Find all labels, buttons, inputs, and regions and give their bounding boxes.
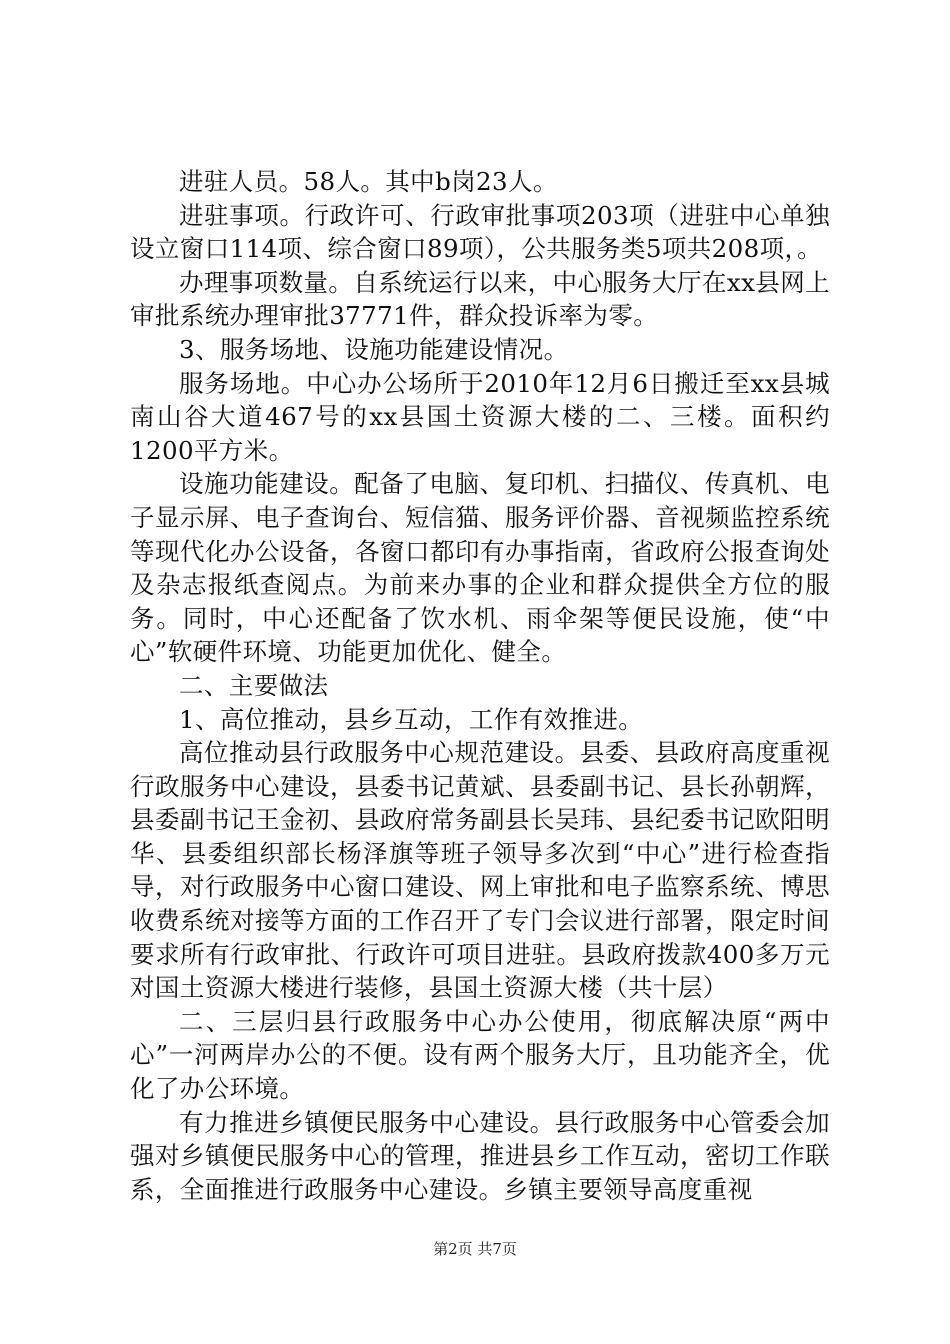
paragraph-volume: 办理事项数量。自系统运行以来，中心服务大厅在xx县网上审批系统办理审批37771件，群众投诉率为零。 bbox=[130, 267, 830, 331]
page-number-footer: 第2页 共7页 bbox=[433, 1240, 517, 1258]
paragraph-equipment: 设施功能建设。配备了电脑、复印机、扫描仪、传真机、电子显示屏、电子查询台、短信猫、服务评价器、音视频监控系统等现代化办公设备，各窗口都印有办事指南，省政府公报查询处及杂志报纸查阅点。为前来办事的企业和群众提供全方位的服务。同时，中心还配备了饮水机、雨伞架等便民设施，使“中心”软硬件环境、功能更加优化、健全。 bbox=[130, 469, 830, 667]
document-body bbox=[130, 165, 830, 1206]
paragraph-leadership: 高位推动县行政服务中心规范建设。县委、县政府高度重视行政服务中心建设，县委书记黄斌、县委副书记、县长孙朝辉，县委副书记王金初、县政府常务副县长吴玮、县纪委书记欧阳明华、县委组织部长杨泽旗等班子领导多次到“中心”进行检查指导，对行政服务中心窗口建设、网上审批和电子监察系统、博思收费系统对接等方面的工作召开了专门会议进行部署，限定时间要求所有行政审批、行政许可项目进驻。县政府拨款400多万元对国土资源大楼进行装修，县国土资源大楼（共十层） bbox=[130, 738, 830, 1003]
section-heading-main-practices: 二、主要做法 bbox=[179, 670, 329, 700]
paragraph-venue: 服务场地。中心办公场所于2010年12月6日搬迁至xx县城南山谷大道467号的xx县国土资源大楼的二、三楼。面积约1200平方米。 bbox=[130, 368, 830, 465]
paragraph-items: 进驻事项。行政许可、行政审批事项203项（进驻中心单独设立窗口114项、综合窗口89项），公共服务类5项共208项，。 bbox=[130, 200, 830, 264]
section-heading-facilities: 3、服务场地、设施功能建设情况。 bbox=[179, 334, 569, 364]
subsection-heading-promotion: 1、高位推动，县乡互动，工作有效推进。 bbox=[179, 704, 644, 734]
paragraph-staff: 进驻人员。58人。其中b岗23人。 bbox=[179, 167, 558, 196]
paragraph-floors: 二、三层归县行政服务中心办公使用，彻底解决原“两中心”一河两岸办公的不便。设有两个服务大厅，且功能齐全，优化了办公环境。 bbox=[130, 1006, 830, 1104]
paragraph-township: 有力推进乡镇便民服务中心建设。县行政服务中心管委会加强对乡镇便民服务中心的管理，推进县乡工作互动，密切工作联系，全面推进行政服务中心建设。乡镇主要领导高度重视 bbox=[130, 1107, 830, 1204]
